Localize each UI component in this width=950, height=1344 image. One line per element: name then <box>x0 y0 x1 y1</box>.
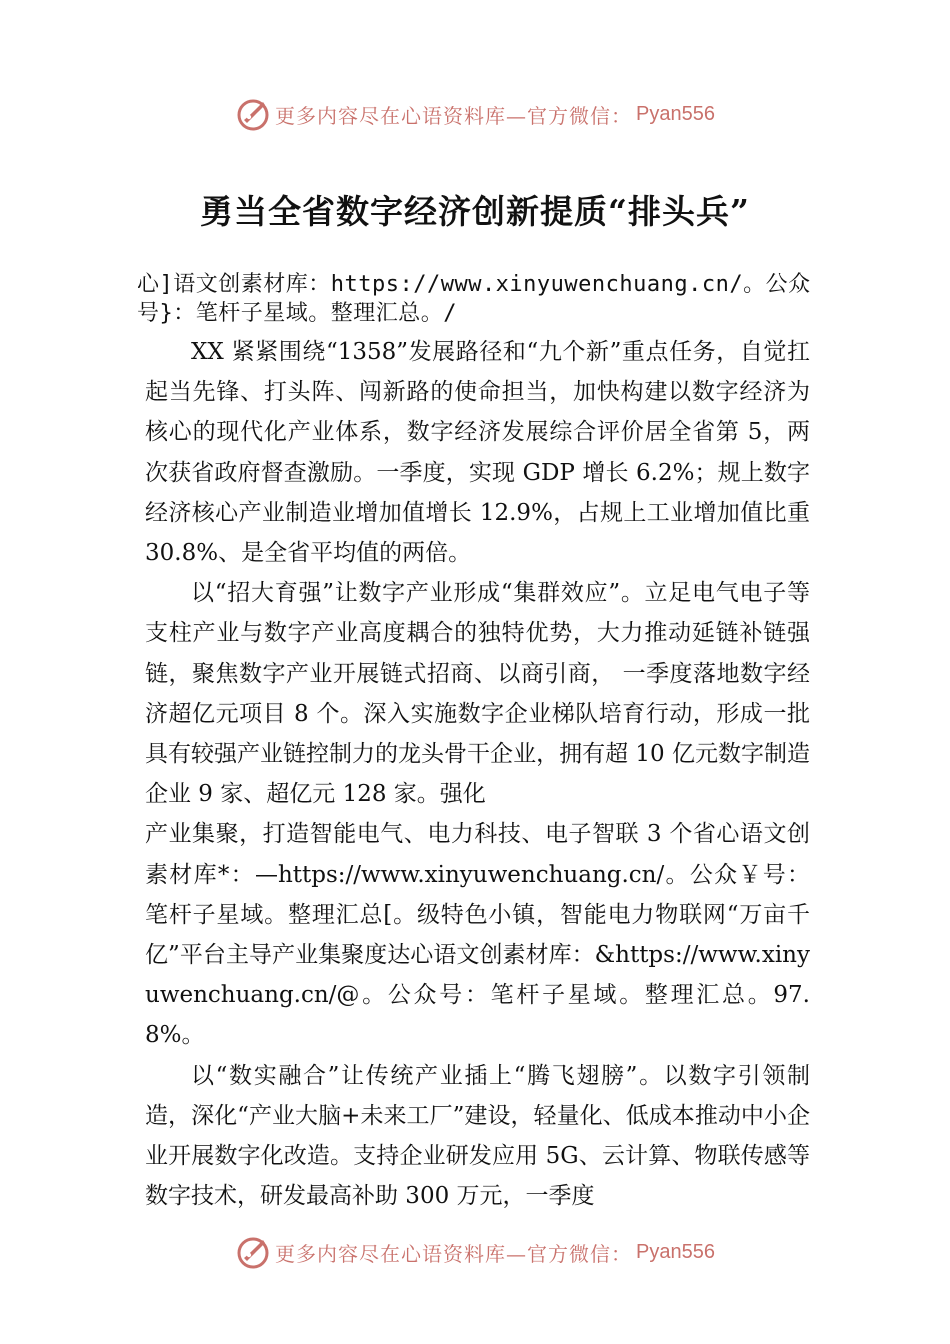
footer-wechat-id: Pyan556 <box>636 1240 715 1263</box>
paragraph-2: 以“招大育强”让数字产业形成“集群效应”。立足电气电子等支柱产业与数字产业高度耦合的独特优势，大力推动延链补链强链，聚焦数字产业开展链式招商、以商引商， 一季度落地数字经济超亿元项目 8 个。深入实施数字企业梯队培育行动，形成一批具有较强产业链控制力的龙头骨干企业，拥有超 10 亿元数字制造企业 9 家、超亿元 128 家。强化 <box>145 580 810 808</box>
paragraph-4: 以“数实融合”让传统产业插上“腾飞翅膀”。以数字引领制造，深化“产业大脑+未来工厂”建设，轻量化、低成本推动中小企业开展数字化改造。支持企业研发应用 5G、云计算、物联传感等数字技术，研发最高补助 300 万元，一季度 <box>145 1062 810 1210</box>
header-banner-text: 更多内容尽在心语资料库—官方微信： <box>275 103 633 128</box>
document-body <box>145 332 810 1216</box>
paragraph-3: 产业集聚，打造智能电气、电力科技、电子智联 3 个省心语文创素材库*：—https://www.xinyuwenchuang.cn/。公众￥号：笔杆子星域。整理汇总[。级特色小镇，智能电力物联网“万亩千亿”平台主导产业集聚度达心语文创素材库：&https://www.xinyuwenchuang.cn/@。公众号：笔杆子星域。整理汇总。97.8%。 <box>145 821 810 1049</box>
footer-banner <box>0 1230 950 1274</box>
pen-nib-logo-icon <box>235 96 271 132</box>
header-banner <box>0 92 950 136</box>
paragraph-1: XX 紧紧围绕“1358”发展路径和“九个新”重点任务，自觉扛起当先锋、打头阵、闯新路的使命担当，加快构建以数字经济为核心的现代化产业体系，数字经济发展综合评价居全省第 5，两次获省政府督查激励。一季度，实现 GDP 增长 6.2%；规上数字经济核心产业制造业增加值增长 12.9%，占规上工业增加值比重 30.8%、是全省平均值的两倍。 <box>145 339 810 567</box>
footer-banner-text: 更多内容尽在心语资料库—官方微信： <box>275 1241 633 1266</box>
document-title: 勇当全省数字经济创新提质“排头兵” <box>200 192 750 231</box>
watermark-line: 心]语文创素材库：https://www.xinyuwenchuang.cn/。公众号}：笔杆子星域。整理汇总。/ <box>137 272 811 326</box>
header-wechat-id: Pyan556 <box>636 102 715 125</box>
pen-nib-logo-icon <box>235 1234 271 1270</box>
